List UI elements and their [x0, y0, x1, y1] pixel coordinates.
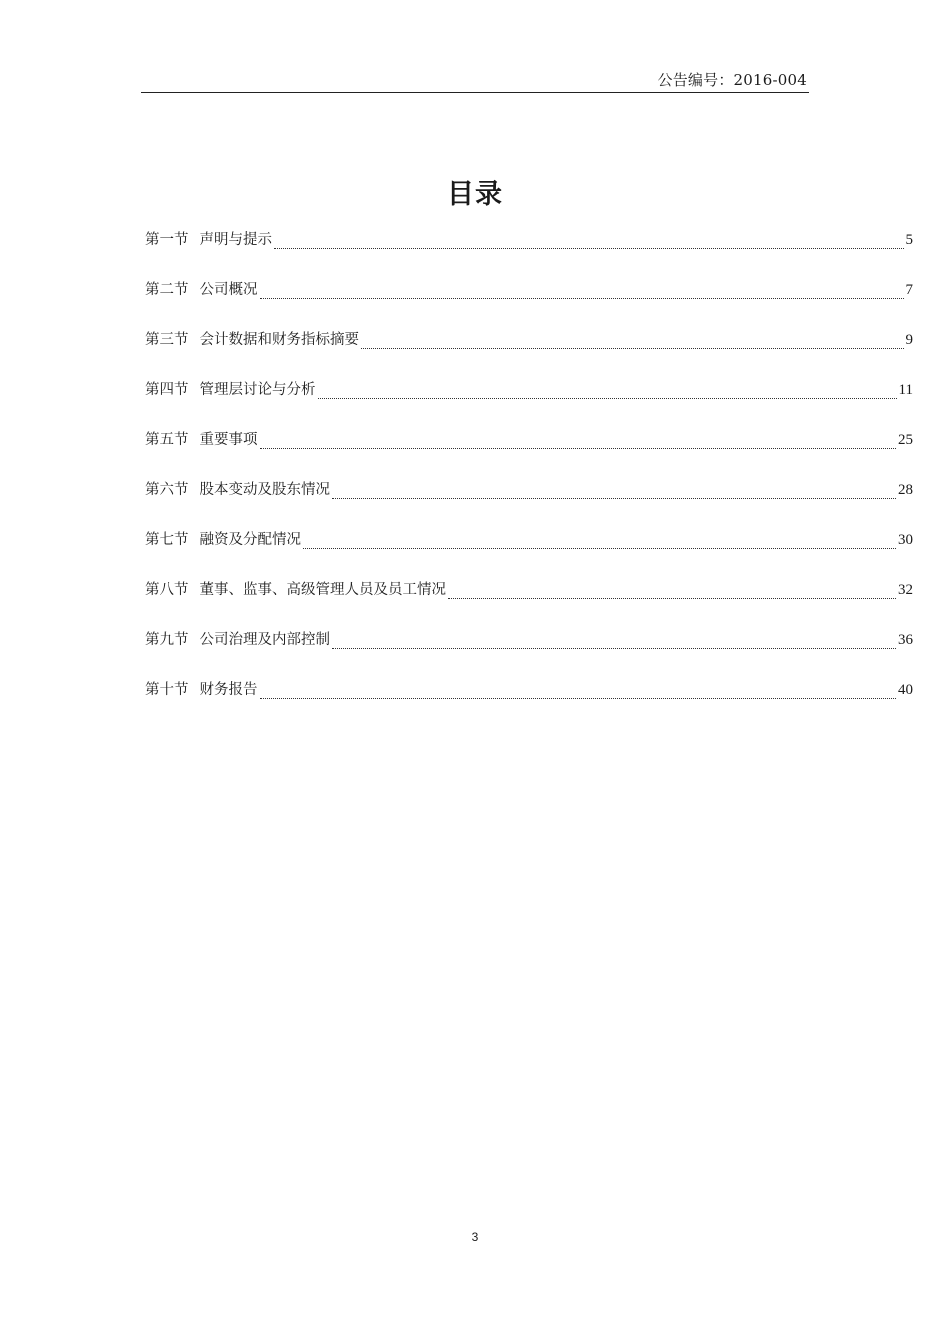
- toc-section-number: 第九节: [145, 632, 189, 648]
- dot-leader: [448, 598, 896, 599]
- page-title: 目录: [447, 179, 503, 210]
- dot-leader: [332, 648, 896, 649]
- announcement-number: 公告编号：2016-004: [657, 71, 807, 89]
- toc-page-number: 5: [905, 232, 913, 248]
- dot-leader: [332, 498, 896, 499]
- page-header: [141, 66, 809, 93]
- toc-section-number: 第六节: [145, 482, 189, 498]
- dot-leader: [260, 448, 897, 449]
- toc-entry-title: 融资及分配情况: [199, 532, 301, 548]
- toc-page-number: 28: [898, 482, 913, 498]
- toc-page-number: 30: [898, 532, 913, 548]
- toc-entry-title: 声明与提示: [199, 232, 272, 248]
- toc-section-number: 第八节: [145, 582, 189, 598]
- toc-entry[interactable]: [145, 378, 913, 428]
- dot-leader: [361, 348, 904, 349]
- toc-page-number: 40: [898, 682, 913, 698]
- dot-leader: [260, 698, 897, 699]
- toc-entry-title: 管理层讨论与分析: [199, 382, 316, 398]
- toc-section-number: 第十节: [145, 682, 189, 698]
- toc-entry-title: 公司概况: [199, 282, 258, 298]
- toc-entry[interactable]: [145, 328, 913, 378]
- toc-entry[interactable]: [145, 428, 913, 478]
- table-of-contents: [145, 228, 913, 728]
- toc-page-number: 36: [898, 632, 913, 648]
- toc-entry[interactable]: [145, 578, 913, 628]
- toc-entry[interactable]: [145, 678, 913, 728]
- toc-entry[interactable]: [145, 528, 913, 578]
- toc-entry-title: 董事、监事、高级管理人员及员工情况: [199, 582, 446, 598]
- toc-page-number: 32: [898, 582, 913, 598]
- toc-page-number: 25: [898, 432, 913, 448]
- toc-entry-title: 财务报告: [199, 682, 258, 698]
- toc-section-number: 第一节: [145, 232, 189, 248]
- toc-section-number: 第三节: [145, 332, 189, 348]
- toc-page-number: 7: [905, 282, 913, 298]
- toc-section-number: 第五节: [145, 432, 189, 448]
- toc-entry[interactable]: [145, 478, 913, 528]
- toc-page-number: 9: [905, 332, 913, 348]
- toc-section-number: 第七节: [145, 532, 189, 548]
- toc-section-number: 第四节: [145, 382, 189, 398]
- dot-leader: [260, 298, 904, 299]
- toc-entry-title: 重要事项: [199, 432, 258, 448]
- toc-entry-title: 会计数据和财务指标摘要: [199, 332, 359, 348]
- toc-entry[interactable]: [145, 278, 913, 328]
- dot-leader: [303, 548, 896, 549]
- toc-entry[interactable]: [145, 228, 913, 278]
- toc-entry[interactable]: [145, 628, 913, 678]
- toc-entry-title: 股本变动及股东情况: [199, 482, 330, 498]
- toc-page-number: 11: [898, 382, 913, 398]
- dot-leader: [318, 398, 897, 399]
- dot-leader: [274, 248, 904, 249]
- footer-page-number: 3: [471, 1230, 479, 1244]
- toc-section-number: 第二节: [145, 282, 189, 298]
- toc-entry-title: 公司治理及内部控制: [199, 632, 330, 648]
